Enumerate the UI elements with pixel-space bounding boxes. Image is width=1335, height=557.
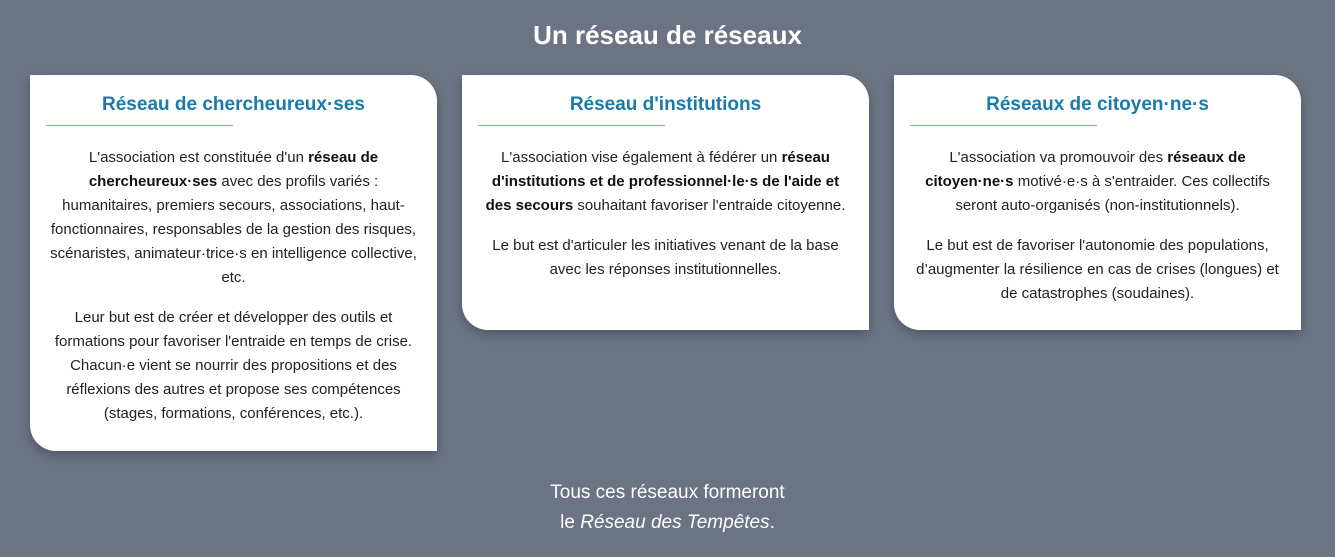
footer-line-2 xyxy=(0,508,1335,538)
bold-text: réseau d'institutions et de professionnel·le·s de l'aide et des secours xyxy=(485,149,840,214)
bold-text: réseaux de citoyen·ne·s xyxy=(925,149,1246,190)
footer-line-1: Tous ces réseaux formeront xyxy=(550,482,785,503)
card-title: Réseaux de citoyen·ne·s xyxy=(986,94,1209,115)
card-paragraph xyxy=(910,146,1285,218)
bold-text: réseau de chercheureux·ses xyxy=(88,149,379,190)
text: avec des profils variés : humanitaires, premiers secours, associations, haut-fonctionnaires, responsables de la gestion des risques, scénaristes, animateur·trice·s en intelligence collective, etc. xyxy=(50,173,417,286)
card-divider xyxy=(478,125,665,126)
footer-text xyxy=(0,478,1335,538)
text: L'association est constituée d'un xyxy=(88,149,309,166)
card-researchers xyxy=(30,75,437,451)
card-divider xyxy=(910,125,1097,126)
text: souhaitant favoriser l'entraide citoyenne. xyxy=(573,197,846,214)
text: . xyxy=(769,512,775,533)
card-paragraph: Le but est d'articuler les initiatives venant de la base avec les réponses institutionnelles. xyxy=(492,237,839,278)
card-paragraph: Le but est de favoriser l'autonomie des populations, d’augmenter la résilience en cas de crises (longues) et de catastrophes (soudaines). xyxy=(916,237,1279,302)
text: L'association vise également à fédérer un xyxy=(501,149,782,166)
section-title: Un réseau de réseaux xyxy=(533,20,802,50)
text: le xyxy=(560,512,581,533)
card-paragraph xyxy=(478,146,853,218)
card-divider xyxy=(46,125,233,126)
card-title: Réseau d'institutions xyxy=(569,94,762,115)
network-name: Réseau des Tempêtes xyxy=(580,512,770,533)
card-institutions xyxy=(462,75,869,330)
card-paragraph xyxy=(46,146,421,290)
text: motivé·e·s à s'entraider. Ces collectifs seront auto-organisés (non-institutionnels). xyxy=(955,173,1270,214)
card-title: Réseau de chercheureux·ses xyxy=(102,94,365,115)
card-paragraph: Leur but est de créer et développer des outils et formations pour favoriser l'entraide en temps de crise. Chacun·e vient se nourrir des propositions et des réflexions des autres et propose ses compétences (stages, formations, conférences, etc.). xyxy=(54,309,413,422)
card-citizens xyxy=(894,75,1301,330)
text: L'association va promouvoir des xyxy=(949,149,1168,166)
